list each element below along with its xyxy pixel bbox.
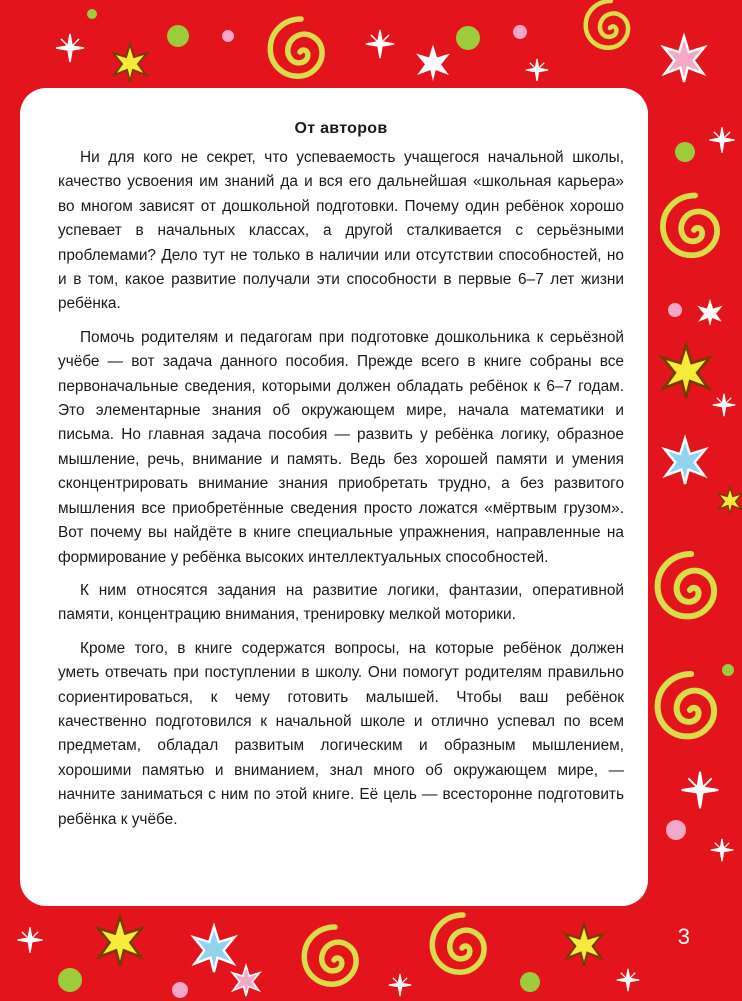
dot-icon: [58, 968, 82, 992]
dot-icon: [668, 303, 682, 317]
dot-icon: [675, 142, 695, 162]
spiral-icon: [658, 674, 714, 736]
star-burst-icon: [665, 438, 706, 484]
paragraph-3: К ним относятся задания на развитие логики, фантазии, оперативной памяти, концентрацию внимания, тренировку мелкой моторики.: [58, 581, 624, 624]
star-burst-icon: [194, 926, 235, 972]
spark-icon: [56, 34, 84, 62]
dot-icon: [520, 972, 540, 992]
star-burst-icon: [232, 966, 259, 996]
spark-icon: [389, 974, 411, 996]
dot-icon: [167, 25, 189, 47]
spark-icon: [17, 927, 42, 952]
spark-icon: [713, 394, 735, 416]
page-number: 3: [677, 924, 690, 949]
star-burst-icon: [664, 36, 705, 82]
paragraph-1: Ни для кого не секрет, что успеваемость учащегося начальной школы, качество усвоения им знаний да и вся его дальнейшая «школьная карьера» во многом зависят от дошкольной подготовки. Почему один ребёнок хорошо успевает в начальных классах, а другой сталкивается с серьёзными проблемами? Дело тут не только в наличии или отсутствии способностей, но и в том, какое развитие получали эти способности в первые 6–7 лет жизни ребёнка.: [58, 149, 624, 313]
spiral-icon: [663, 196, 717, 256]
star-burst-icon: [695, 296, 726, 330]
text-panel: [20, 88, 648, 906]
dot-icon: [87, 9, 97, 19]
star-burst-icon: [113, 44, 147, 82]
spark-icon: [526, 59, 548, 81]
star-burst-icon: [98, 917, 142, 966]
star-burst-icon: [565, 924, 602, 966]
spiral-icon: [304, 927, 356, 984]
dot-icon: [513, 25, 527, 39]
page-title: От авторов: [294, 120, 388, 137]
star-burst-icon: [718, 487, 742, 514]
paragraph-2: Помочь родителям и педагогам при подготовке дошкольника к серьёзной учёбе — вот задача данного пособия. Прежде всего в книге собраны все первоначальные сведения, которыми должен обладать ребёнок к 6–7 годам. Это элементарные знания об окружающем мире, начала математики и письма. Но главная задача пособия — развить у ребёнка логику, образное мышление, речь, внимание и память. Ведь без хорошей памяти и умения сконцентрировать внимание знания приобретать трудно, а без развитого мышления все приобретённые сведения просто ложатся «мёртвым грузом». Вот почему вы найдёте в книге специальные упражнения, направленные на формирование у ребёнка высоких интеллектуальных способностей.: [58, 328, 624, 566]
dot-icon: [172, 982, 188, 998]
dot-icon: [722, 664, 734, 676]
spiral-icon: [658, 554, 714, 616]
spiral-icon: [432, 915, 484, 972]
spark-icon: [682, 772, 718, 808]
spark-icon: [617, 969, 639, 991]
spark-icon: [709, 127, 734, 152]
star-burst-icon: [662, 345, 710, 398]
spiral-icon: [586, 1, 628, 48]
spark-icon: [366, 30, 394, 58]
spark-icon: [711, 839, 733, 861]
dot-icon: [666, 820, 686, 840]
spiral-icon: [270, 19, 322, 76]
dot-icon: [456, 26, 480, 50]
paragraph-4: Кроме того, в книге содержатся вопросы, на которые ребёнок должен уметь отвечать при поступлении в школу. Они помогут родителям правильно сориентироваться, к чему готовить малышей. Чтобы ваш ребёнок качественно подготовился к начальной школе и отлично успевал по всем предметам, обладал развитым логическим и образным мышлением, хорошими памятью и вниманием, знал много об окружающем мире, — начните заниматься с ним по этой книге. Её цель — всесторонне подготовить ребёнка к учёбе.: [58, 639, 624, 828]
dot-icon: [222, 30, 234, 42]
star-burst-icon: [413, 40, 454, 86]
